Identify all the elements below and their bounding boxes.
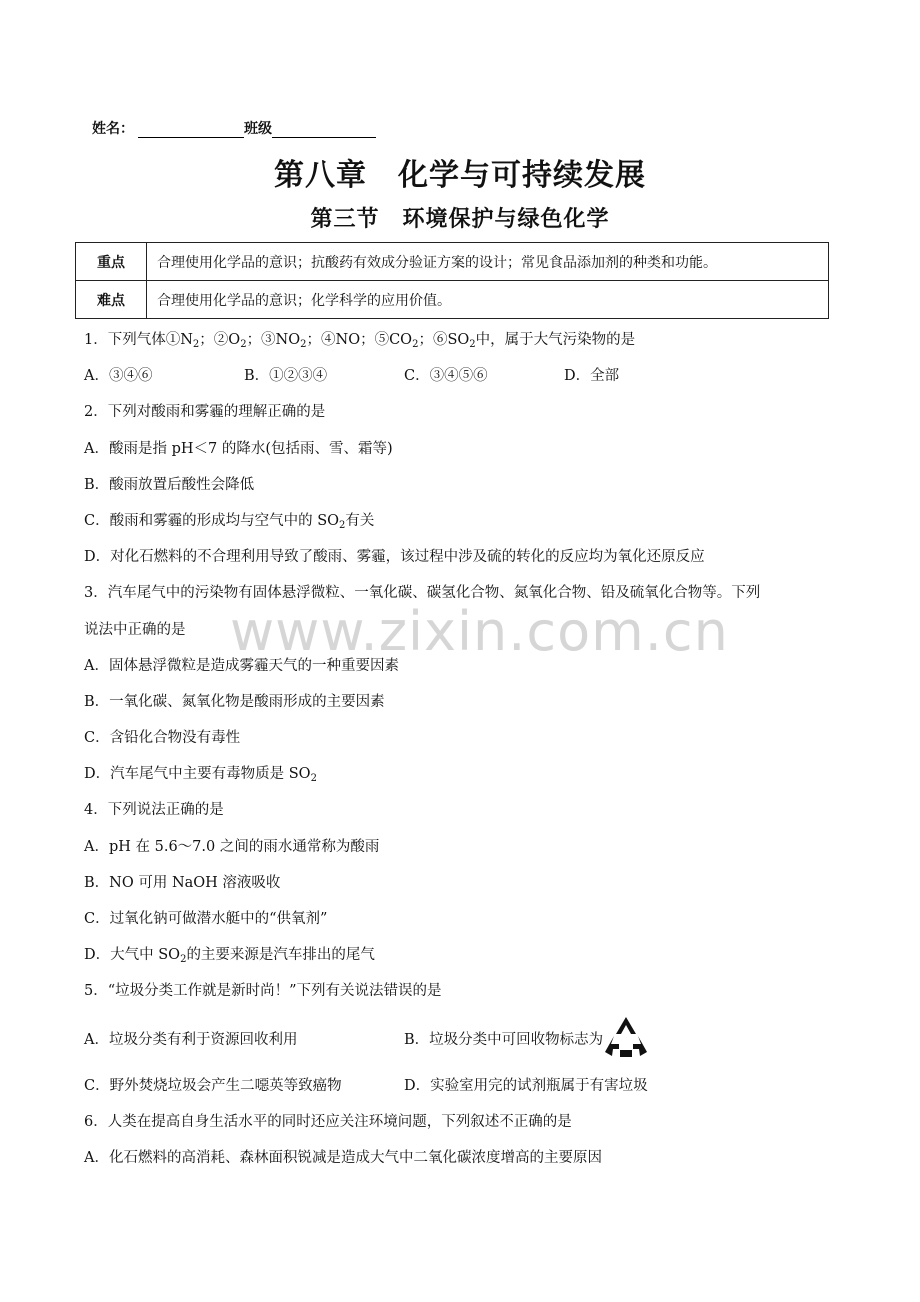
option-b[interactable]: B．一氧化碳、氮氧化物是酸雨形成的主要因素 — [84, 693, 385, 710]
keypoints-table — [75, 242, 829, 319]
student-info — [92, 118, 376, 138]
section-title: 第三节 环境保护与绿色化学 — [310, 207, 610, 232]
class-label: 班级 — [244, 121, 272, 137]
name-blank[interactable] — [138, 121, 244, 138]
option-a[interactable]: A．垃圾分类有利于资源回收利用 — [84, 1032, 298, 1049]
question-3-stem-cont: 说法中正确的是 — [84, 621, 186, 638]
option-c[interactable]: C．酸雨和雾霾的形成均与空气中的 $SO_2$有关 — [84, 512, 375, 531]
question-1-options — [84, 358, 844, 394]
question-3-stem: 3．汽车尾气中的污染物有固体悬浮微粒、一氧化碳、碳氢化合物、氮氧化合物、铅及硫氧化合物等。下列 — [84, 585, 761, 602]
option-b[interactable]: B．①②③④ — [244, 368, 328, 385]
option-d[interactable]: D．实验室用完的试剂瓶属于有害垃圾 — [404, 1077, 648, 1094]
option-a[interactable]: A．③④⑥ — [84, 368, 153, 385]
chapter-title: 第八章 化学与可持续发展 — [274, 158, 646, 193]
question-1-stem: 1．下列气体$①N_2$；$②O_2$；$③NO_2$；④NO；$⑤CO_2$；$⑥SO_2$中，属于大气污染物的是 — [84, 332, 636, 350]
question-5-options-cd — [84, 1068, 844, 1104]
option-d[interactable]: D．汽车尾气中主要有毒物质是 $SO_2$ — [84, 766, 317, 785]
table-row — [76, 243, 829, 281]
watermark: www.zixin.com.cn — [230, 600, 729, 663]
name-label: 姓名： — [92, 121, 134, 137]
difficulty-label: 难点 — [76, 281, 147, 319]
option-d[interactable]: D．对化石燃料的不合理利用导致了酸雨、雾霾，该过程中涉及硫的转化的反应均为氧化还原反应 — [84, 549, 705, 566]
option-a[interactable]: A．化石燃料的高消耗、森林面积锐减是造成大气中二氧化碳浓度增高的主要原因 — [84, 1149, 602, 1166]
difficulty-text: 合理使用化学品的意识；化学科学的应用价值。 — [147, 281, 829, 319]
table-row — [76, 281, 829, 319]
option-b[interactable]: B．NO 可用 NaOH 溶液吸收 — [84, 874, 281, 891]
option-c[interactable]: C．③④⑤⑥ — [404, 368, 488, 385]
option-d[interactable]: D．全部 — [564, 368, 620, 385]
question-5-stem: 5．“垃圾分类工作就是新时尚！”下列有关说法错误的是 — [84, 983, 442, 1000]
option-b[interactable]: B．酸雨放置后酸性会降低 — [84, 476, 255, 493]
option-d[interactable]: D．大气中 $SO_2$的主要来源是汽车排出的尾气 — [84, 947, 375, 966]
recycle-icon — [603, 1014, 649, 1064]
question-6-stem: 6．人类在提高自身生活水平的同时还应关注环境问题，下列叙述不正确的是 — [84, 1113, 572, 1130]
questions — [84, 322, 844, 1176]
option-c[interactable]: C．过氧化钠可做潜水艇中的“供氧剂” — [84, 911, 328, 927]
option-b[interactable]: B．垃圾分类中可回收物标志为 — [404, 1014, 764, 1064]
option-c[interactable]: C．野外焚烧垃圾会产生二噁英等致癌物 — [84, 1077, 342, 1094]
question-4-stem: 4．下列说法正确的是 — [84, 802, 224, 819]
question-5-options-ab — [84, 1010, 844, 1068]
keypoint-text: 合理使用化学品的意识；抗酸药有效成分验证方案的设计；常见食品添加剂的种类和功能。 — [147, 243, 829, 281]
option-a[interactable]: A．固体悬浮微粒是造成雾霾天气的一种重要因素 — [84, 657, 399, 674]
option-a[interactable]: A．酸雨是指 pH＜7 的降水(包括雨、雪、霜等) — [84, 440, 393, 457]
keypoint-label: 重点 — [76, 243, 147, 281]
class-blank[interactable] — [272, 121, 376, 138]
option-c[interactable]: C．含铅化合物没有毒性 — [84, 730, 241, 747]
option-a[interactable]: A．pH 在 5.6～7.0 之间的雨水通常称为酸雨 — [84, 838, 380, 855]
question-2-stem: 2．下列对酸雨和雾霾的理解正确的是 — [84, 404, 326, 421]
